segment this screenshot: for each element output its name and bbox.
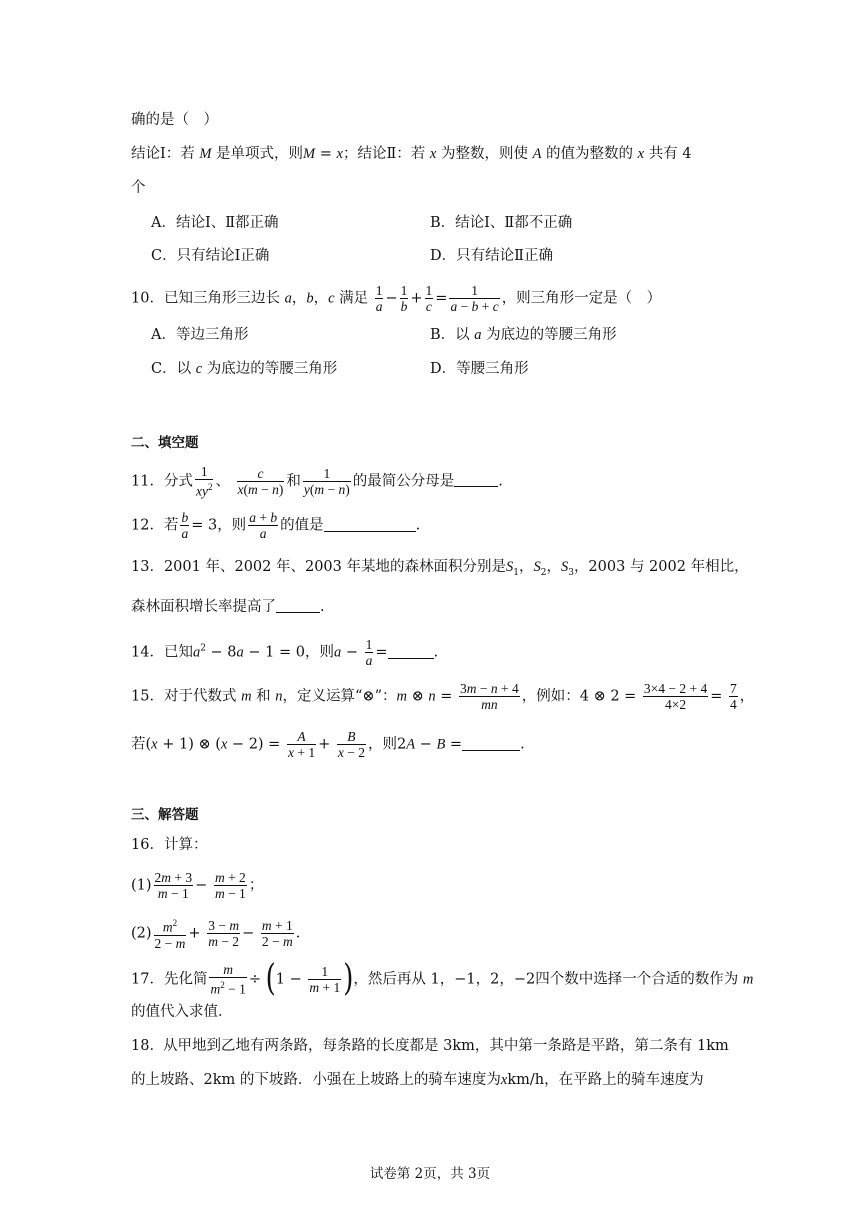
section3-title: 三、解答题 [131,807,199,823]
q15-line1: 15．对于代数式 m 和 n，定义运算“⊗”：m ⊗ n = $\frac{3m - n + 4}{mn}$ ，例如：4 ⊗ 2 = $\frac{3\times 4 - 2 + 4}{4\times 2}$ = $\frac{7}{4}$ ， [131,681,755,712]
q17-line1: 17．先化简 $\frac{m}{m^2 - 1}$ ÷ (1 − $\frac{1}{m + 1}$ )，然后再从 1，−1，2，−2四个数中选择一个合适的数作为 m [131,958,754,1001]
q9-tail: 确的是（ ） [131,112,218,128]
q14: 14．已知$a^2 - 8a - 1 = 0$，则a − $\frac{1}{a}$ = . [131,637,439,668]
q11: 11．分式 $\frac{1}{xy^2}$ 、 $\frac{c}{x(m - n)}$ 和 $\frac{1}{y(m - n)}$ 的最简公分母是 . [131,464,503,499]
q16-item2: (2) $\frac{m^2}{2 - m}$ + $\frac{3 - m}{m - 2}$ − $\frac{m + 1}{2 - m}$ . [131,917,301,951]
section2-title: 二、填空题 [131,435,199,451]
q16-stem: 16．计算： [131,837,208,853]
q10-option-d[interactable]: D．等腰三角形 [430,361,529,377]
q9-option-c[interactable]: C．只有结论Ⅰ正确 [151,248,270,264]
q18-line1-text: 从甲地到乙地有两条路，每条路的长度都是 3km，其中第一条路是平路，第二条有 1km [163,1038,729,1054]
q13-line2: 森林面积增长率提高了 . [131,599,325,615]
q9-option-d[interactable]: D．只有结论Ⅱ正确 [430,248,553,264]
q18-line2: 的上坡路、2km 的下坡路．小强在上坡路上的骑车速度为xkm/h，在平路上的骑车速度为 [131,1072,704,1088]
q15-line2: 若(x + 1) ⊗ (x − 2) = $\frac{A}{x + 1}$ + $\frac{B}{x - 2}$ ，则2A − B = . [131,729,525,760]
q9-option-b[interactable]: B．结论Ⅰ、Ⅱ都不正确 [430,215,573,231]
q10-option-a[interactable]: A．等边三角形 [151,327,249,343]
q18-line1: 18． [131,1038,164,1054]
q13-line1: 13．2001 年、2002 年、2003 年某地的森林面积分别是$S_1$，$S_2$，$S_3$，2003 与 2002 年相比， [131,559,749,578]
q9-conclusion-tail: 个 [131,180,146,196]
page-footer: 试卷第 2页，共 3页 [369,1166,491,1182]
q10-option-b[interactable]: B．以 a 为底边的等腰三角形 [430,327,617,343]
q9-option-a[interactable]: A．结论Ⅰ、Ⅱ都正确 [151,215,279,231]
q9-conclusion: 结论Ⅰ：若 M 是单项式，则M = x；结论Ⅱ：若 x 为整数，则使 A 的值为整数的 x 共有 4 [131,146,692,162]
q10-stem: 10．已知三角形三边长 a，b，c 满足 $\frac{1}{a}$ − $\frac{1}{b}$ + $\frac{1}{c}$ = $\frac{1}{a - b + c}$ ，则三角形一定是（ ） [131,283,662,314]
q17-line2: 的值代入求值． [131,1004,233,1020]
q16-item1: (1) $\frac{2m + 3}{m - 1}$ − $\frac{m + 2}{m - 1}$ ； [131,870,264,901]
q10-option-c[interactable]: C．以 c 为底边的等腰三角形 [151,361,338,377]
q12: 12．若 $\frac{b}{a}$ = 3，则 $\frac{a + b}{a}$ 的值是 . [131,510,421,541]
